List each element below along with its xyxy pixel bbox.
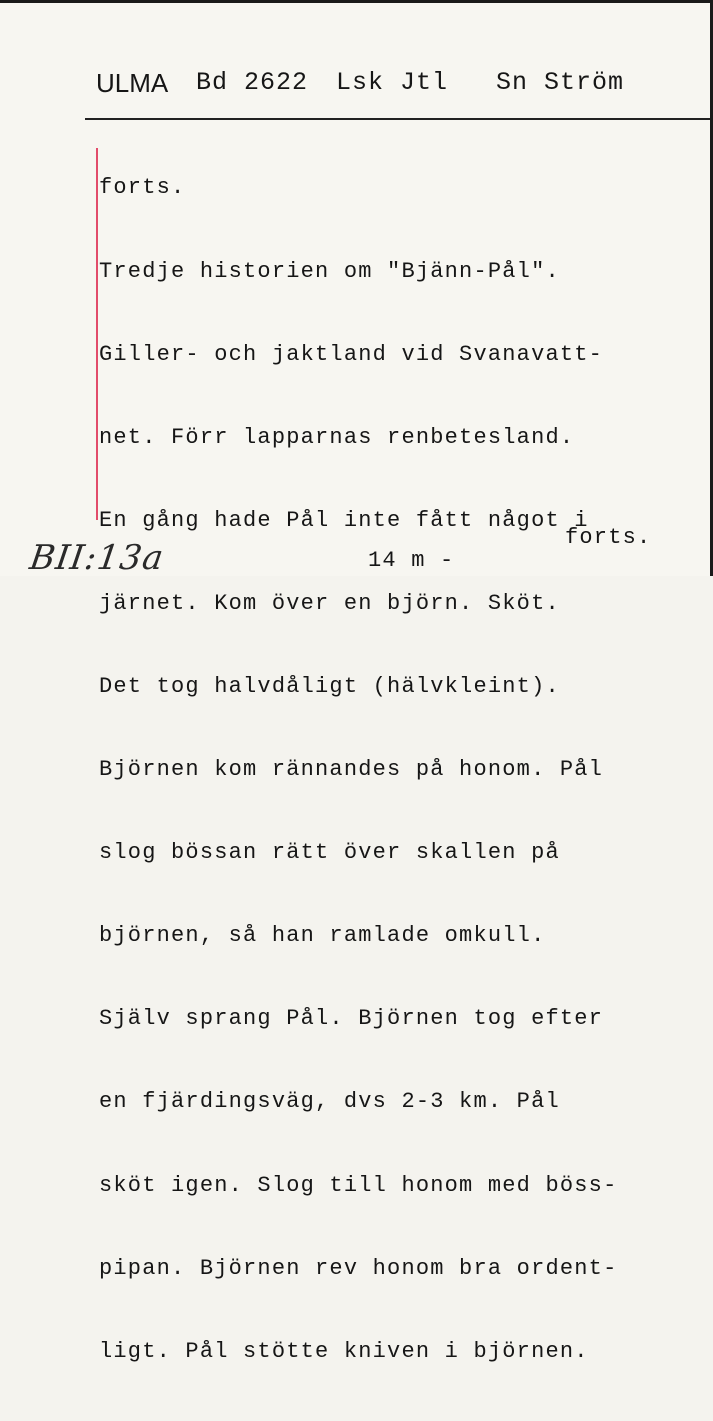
text-line: forts. bbox=[99, 175, 186, 201]
text-line: en fjärdingsväg, dvs 2-3 km. Pål bbox=[99, 1089, 560, 1115]
text-line: Giller- och jaktland vid Svanavatt- bbox=[99, 341, 604, 367]
record-code: Bd 2622 bbox=[196, 68, 309, 97]
margin-line bbox=[96, 148, 98, 520]
card-header bbox=[0, 68, 713, 108]
text-line: björnen, så han ramlade omkull. bbox=[99, 923, 546, 949]
page-number: 14 m - bbox=[368, 548, 455, 573]
text-line: Det tog halvdåligt (hälvkleint). bbox=[99, 673, 560, 699]
handwritten-reference: BII:13a bbox=[27, 538, 167, 578]
text-line: ligt. Pål stötte kniven i björnen. bbox=[99, 1338, 589, 1364]
text-line: järnet. Kom över en björn. Sköt. bbox=[99, 590, 560, 616]
text-line: slog bössan rätt över skallen på bbox=[99, 840, 560, 866]
text-line: Tredje historien om "Bjänn-Pål". bbox=[99, 258, 560, 284]
text-line: Björnen kom rännandes på honom. Pål bbox=[99, 757, 604, 783]
parish-name: Sn Ström bbox=[496, 68, 625, 97]
text-line: En gång hade Pål inte fått något i bbox=[99, 507, 589, 533]
typed-text bbox=[99, 119, 699, 1421]
text-line: net. Förr lapparnas renbetesland. bbox=[99, 424, 575, 450]
card-top-border bbox=[0, 0, 713, 3]
text-line: sköt igen. Slog till honom med böss- bbox=[99, 1172, 618, 1198]
text-line: pipan. Björnen rev honom bra ordent- bbox=[99, 1255, 618, 1281]
text-line: Själv sprang Pål. Björnen tog efter bbox=[99, 1006, 604, 1032]
archive-name: ULMA bbox=[96, 68, 169, 98]
region-code: Lsk Jtl bbox=[336, 68, 449, 97]
continued-note: forts. bbox=[565, 525, 652, 550]
